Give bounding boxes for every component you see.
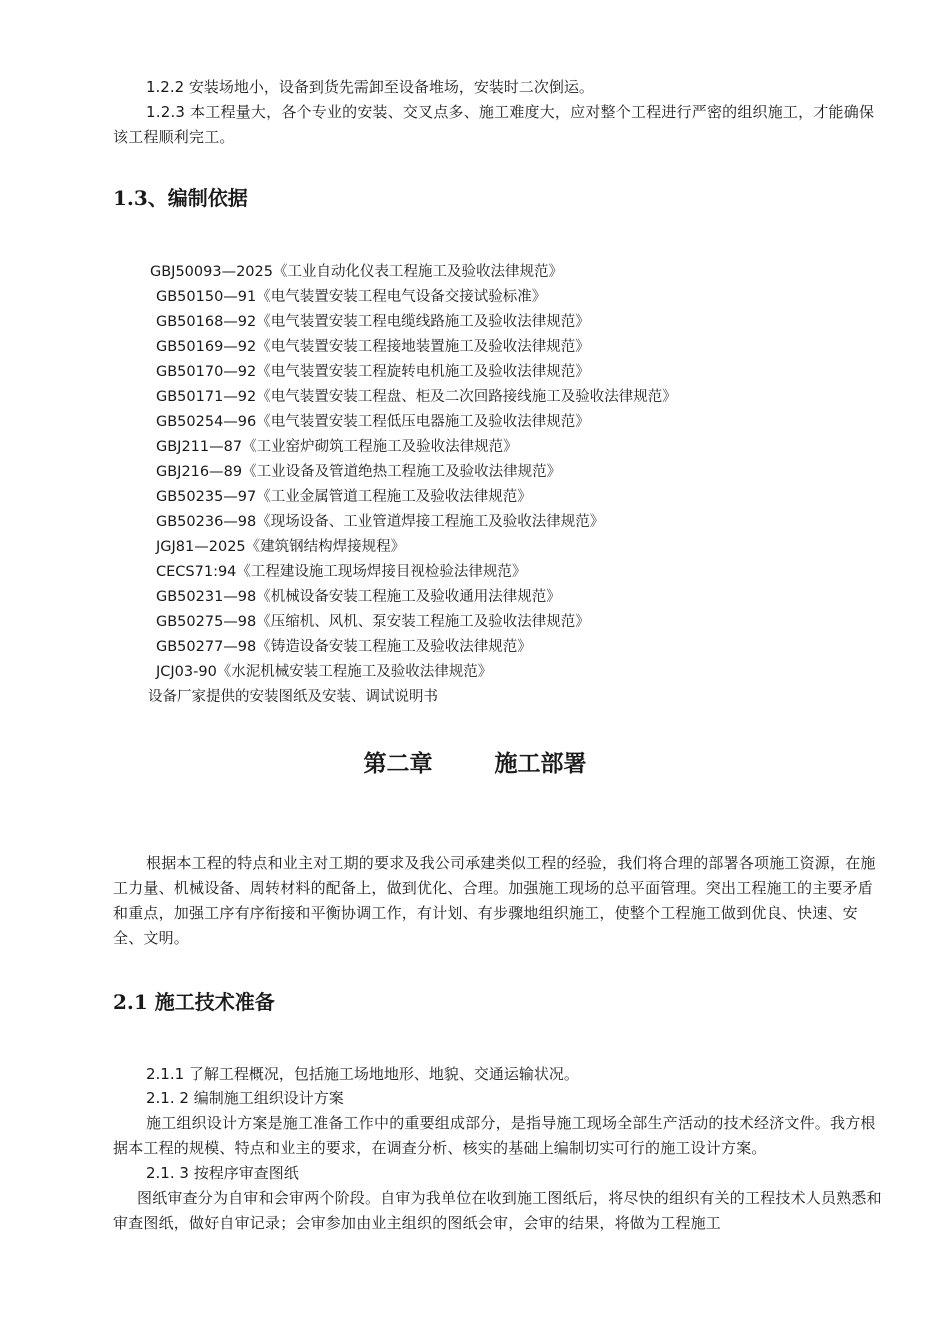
reference-item: GB50170—92《电气装置安装工程旋转电机施工及验收法律规范》 — [156, 364, 590, 380]
reference-item: GB50168—92《电气装置安装工程电缆线路施工及验收法律规范》 — [156, 314, 590, 330]
section-heading-1-3: 1.3、编制依据 — [113, 186, 248, 210]
reference-item: GB50236—98《现场设备、工业管道焊接工程施工及验收法律规范》 — [156, 514, 605, 530]
chapter-intro-paragraph: 根据本工程的特点和业主对工期的要求及我公司承建类似工程的经验，我们将合理的部署各项施工资源，在施工力量、机械设备、周转材料的配备上，做到优化、合理。加强施工现场的总平面管理。突出工程施工的主要矛盾和重点，加强工序有序衔接和平衡协调工作，有计划、有步骤地组织施工，使整个工程施工做到优良、快速、安全、文明。 — [113, 854, 876, 947]
reference-item: GB50231—98《机械设备安装工程施工及验收通用法律规范》 — [156, 589, 561, 605]
reference-item: JGJ81—2025《建筑钢结构焊接规程》 — [156, 539, 406, 555]
reference-item: GB50254—96《电气装置安装工程低压电器施工及验收法律规范》 — [156, 414, 590, 430]
reference-item: GB50169—92《电气装置安装工程接地装置施工及验收法律规范》 — [156, 339, 590, 355]
reference-list — [150, 260, 677, 710]
paragraph-2-1-3-heading: 2.1. 3 按程序审查图纸 — [146, 1164, 299, 1182]
reference-item: GBJ216—89《工业设备及管道绝热工程施工及验收法律规范》 — [156, 464, 562, 480]
section-heading-2-1: 2.1 施工技术准备 — [113, 990, 275, 1014]
reference-item: GB50277—98《铸造设备安装工程施工及验收法律规范》 — [156, 639, 532, 655]
reference-item: 设备厂家提供的安装图纸及安装、调试说明书 — [148, 689, 438, 705]
reference-item: GB50150—91《电气装置安装工程电气设备交接试验标准》 — [156, 289, 547, 305]
reference-item: GB50235—97《工业金属管道工程施工及验收法律规范》 — [156, 489, 532, 505]
paragraph-2-1-2-body: 施工组织设计方案是施工准备工作中的重要组成部分，是指导施工现场全部生产活动的技术经济文件。我方根据本工程的规模、特点和业主的要求，在调查分析、核实的基础上编制切实可行的施工设计方案。 — [113, 1114, 876, 1157]
paragraph-2-1-1: 2.1.1 了解工程概况，包括施工场地地形、地貌、交通运输状况。 — [146, 1065, 579, 1083]
paragraph-2-1-3-body: 图纸审查分为自审和会审两个阶段。自审为我单位在收到施工图纸后，将尽快的组织有关的工程技术人员熟悉和审查图纸，做好自审记录；会审参加由业主组织的图纸会审，会审的结果，将做为工程施工 — [113, 1189, 882, 1232]
paragraph-2-1-2-heading: 2.1. 2 编制施工组织设计方案 — [146, 1089, 344, 1107]
paragraph-1-2-3: 1.2.3 本工程量大，各个专业的安装、交叉点多、施工难度大，应对整个工程进行严密的组织施工，才能确保该工程顺利完工。 — [113, 103, 875, 146]
reference-item: GBJ50093—2025《工业自动化仪表工程施工及验收法律规范》 — [150, 264, 563, 280]
reference-item: GB50275—98《压缩机、风机、泵安装工程施工及验收法律规范》 — [156, 614, 590, 630]
chapter-label: 第二章 — [363, 750, 433, 777]
reference-item: CECS71:94《工程建设施工现场焊接目视检验法律规范》 — [156, 564, 527, 580]
chapter-heading — [0, 745, 950, 778]
reference-item: GB50171—92《电气装置安装工程盘、柜及二次回路接线施工及验收法律规范》 — [156, 389, 677, 405]
paragraph-1-2-2: 1.2.2 安装场地小，设备到货先需卸至设备堆场，安装时二次倒运。 — [146, 78, 594, 96]
reference-item: JCJ03-90《水泥机械安装工程施工及验收法律规范》 — [156, 664, 493, 680]
reference-item: GBJ211—87《工业窑炉砌筑工程施工及验收法律规范》 — [156, 439, 518, 455]
chapter-title: 施工部署 — [494, 750, 587, 777]
